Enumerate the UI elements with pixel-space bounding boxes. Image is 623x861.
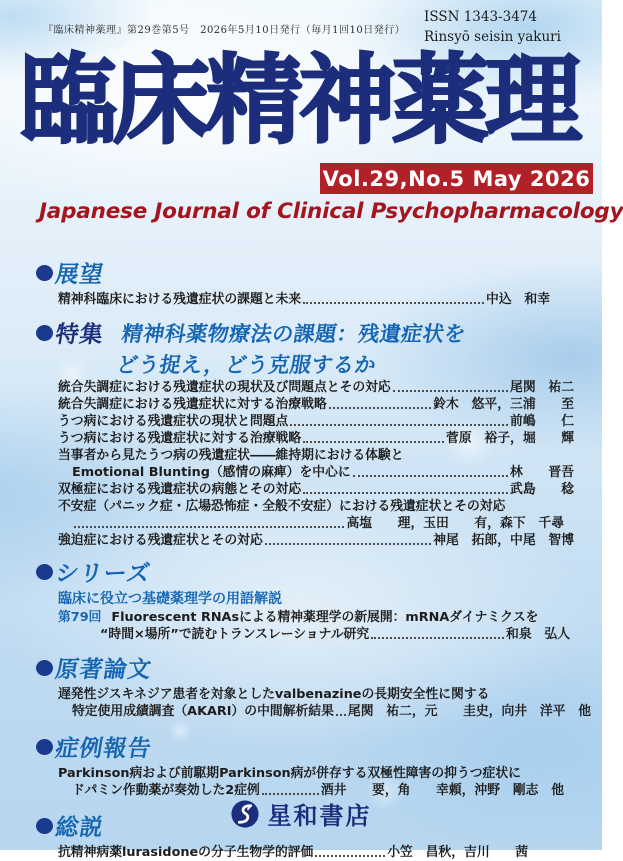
series-episode: 第79回 xyxy=(58,610,102,625)
feature-subtitle-line1: 精神科薬物療法の課題：残遺症状を xyxy=(119,321,468,346)
dot-leader xyxy=(371,637,504,639)
entry-title-line1: 遅発性ジスキネジア患者を対象としたvalbenazineの長期安全性に関する xyxy=(58,687,490,702)
entry-authors: 和泉 弘人 xyxy=(506,627,570,642)
series-subtitle: 臨床に役立つ基礎薬理学の用語解説 xyxy=(58,591,282,607)
section-label: シリーズ xyxy=(53,561,153,587)
entry-title: 強迫症における残遺症状とその対応 xyxy=(58,533,263,548)
entry-authors: 高塩 理，玉田 有，森下 千尋 xyxy=(346,516,564,531)
dot-leader xyxy=(290,424,508,426)
section-label: 総説 xyxy=(53,815,106,841)
toc-entry xyxy=(58,844,528,861)
section-tokushu xyxy=(36,316,574,349)
dot-leader xyxy=(393,390,508,392)
section-shorei xyxy=(36,730,574,763)
dot-leader xyxy=(353,475,508,477)
section-bullet-icon xyxy=(36,739,53,755)
issn-number: ISSN 1343-3474 xyxy=(424,9,537,25)
section-tenbo xyxy=(36,256,574,289)
entry-authors: 小笠 昌秋，吉川 茜 xyxy=(387,845,528,860)
volume-banner xyxy=(320,163,593,194)
section-label: 展望 xyxy=(53,262,106,288)
entry-title-line1: Parkinson病および前駆期Parkinson病が併存する双極性障害の抑うつ症状に xyxy=(58,766,521,781)
table-of-contents xyxy=(38,256,592,861)
toc-entry xyxy=(58,291,550,308)
section-label: 症例報告 xyxy=(53,736,154,762)
entry-authors: 林 晋吾 xyxy=(510,465,574,480)
entry-authors: 尾関 祐二，元 圭史，向井 洋平 他 xyxy=(347,704,592,719)
entry-title: うつ病における残遺症状の現状と問題点 xyxy=(58,414,289,429)
section-series xyxy=(36,555,574,588)
issue-info: 『臨床精神薬理』第29巻第5号 2026年5月10日発行（毎月1回10日発行） xyxy=(43,25,406,36)
entry-authors: 前嶋 仁 xyxy=(510,414,574,429)
entry-authors: 武島 稔 xyxy=(510,482,574,497)
volume-text: Vol.29,No.5 May 2026 xyxy=(322,166,591,191)
entry-authors: 酒井 要，角 幸頼，沖野 剛志 他 xyxy=(320,783,564,798)
toc-entry xyxy=(72,515,564,532)
entry-title: 統合失調症における残遺症状に対する治療戦略 xyxy=(58,397,327,412)
dot-leader xyxy=(74,526,344,528)
toc-entry xyxy=(72,703,592,720)
toc-entry xyxy=(58,396,574,413)
entry-title: 抗精神病薬lurasidoneの分子生物学的評価 xyxy=(58,845,314,860)
section-bullet-icon xyxy=(36,325,53,341)
toc-entry xyxy=(58,532,574,549)
section-label: 原著論文 xyxy=(53,657,154,683)
dot-leader xyxy=(303,441,444,443)
entry-title-line2: Emotional Blunting（感情の麻痺）を中心に xyxy=(72,465,351,480)
journal-title-english: Japanese Journal of Clinical Psychopharmacology xyxy=(39,199,623,224)
section-gencho xyxy=(36,651,574,684)
journal-title: 臨床精神薬理 xyxy=(20,44,578,157)
entry-title-line1: 当事者から見たうつ病の残遺症状――維持期における体験と xyxy=(58,448,404,463)
entry-title: うつ病における残遺症状に対する治療戦略 xyxy=(58,431,302,446)
section-label: 特集 xyxy=(53,322,106,348)
section-bullet-icon xyxy=(36,564,53,580)
dot-leader xyxy=(303,492,508,494)
entry-title-line2: ドパミン作動薬が奏効した2症例 xyxy=(72,783,260,798)
series-title-line1 xyxy=(58,609,574,626)
dot-leader xyxy=(315,855,385,857)
toc-entry xyxy=(58,379,574,396)
seiwa-logo-icon xyxy=(231,800,259,828)
issn-block xyxy=(424,8,561,47)
entry-authors: 菅原 裕子，堀 輝 xyxy=(446,431,574,446)
dot-leader xyxy=(265,543,431,545)
entry-title: Fluorescent RNAsによる精神薬理学の新展開：mRNAダイナミクスを xyxy=(111,610,539,625)
toc-entry xyxy=(72,464,574,481)
publisher-logo xyxy=(0,796,602,831)
entry-authors: 中込 和幸 xyxy=(486,292,550,307)
entry-authors: 鈴木 悠平，三浦 至 xyxy=(433,397,574,412)
feature-subtitle-line2-wrap xyxy=(114,349,574,379)
entry-title: 双極症における残遺症状の病態とその対応 xyxy=(58,482,302,497)
entry-authors: 神尾 拓郎，中尾 智博 xyxy=(433,533,574,548)
journal-romaji: Rinsyō seisin yakuri xyxy=(424,28,561,45)
entry-title-line2: 特定使用成績調査（AKARI）の中間解析結果 xyxy=(72,704,334,719)
dot-leader xyxy=(329,407,432,409)
dot-leader xyxy=(303,302,484,304)
toc-entry xyxy=(58,413,574,430)
entry-title: 精神科臨床における残遺症状の課題と未来 xyxy=(58,292,302,307)
dot-leader xyxy=(262,793,319,795)
entry-authors: 尾関 祐二 xyxy=(510,380,574,395)
dot-leader xyxy=(336,714,346,716)
toc-entry xyxy=(100,626,570,643)
feature-subtitle-line2: どう捉え，どう克服するか xyxy=(114,353,379,377)
entry-title-line2: “時間×場所”で読むトランスレーショナル研究 xyxy=(100,627,370,642)
section-bullet-icon xyxy=(36,265,53,281)
entry-title: 統合失調症における残遺症状の現状及び問題点とその対応 xyxy=(58,380,391,395)
section-bullet-icon xyxy=(36,660,53,676)
toc-entry xyxy=(58,481,574,498)
publisher-name: 星和書店 xyxy=(267,802,372,830)
toc-entry xyxy=(58,430,574,447)
entry-title-line1: 不安症（パニック症・広場恐怖症・全般不安症）における残遺症状とその対応 xyxy=(58,499,506,514)
